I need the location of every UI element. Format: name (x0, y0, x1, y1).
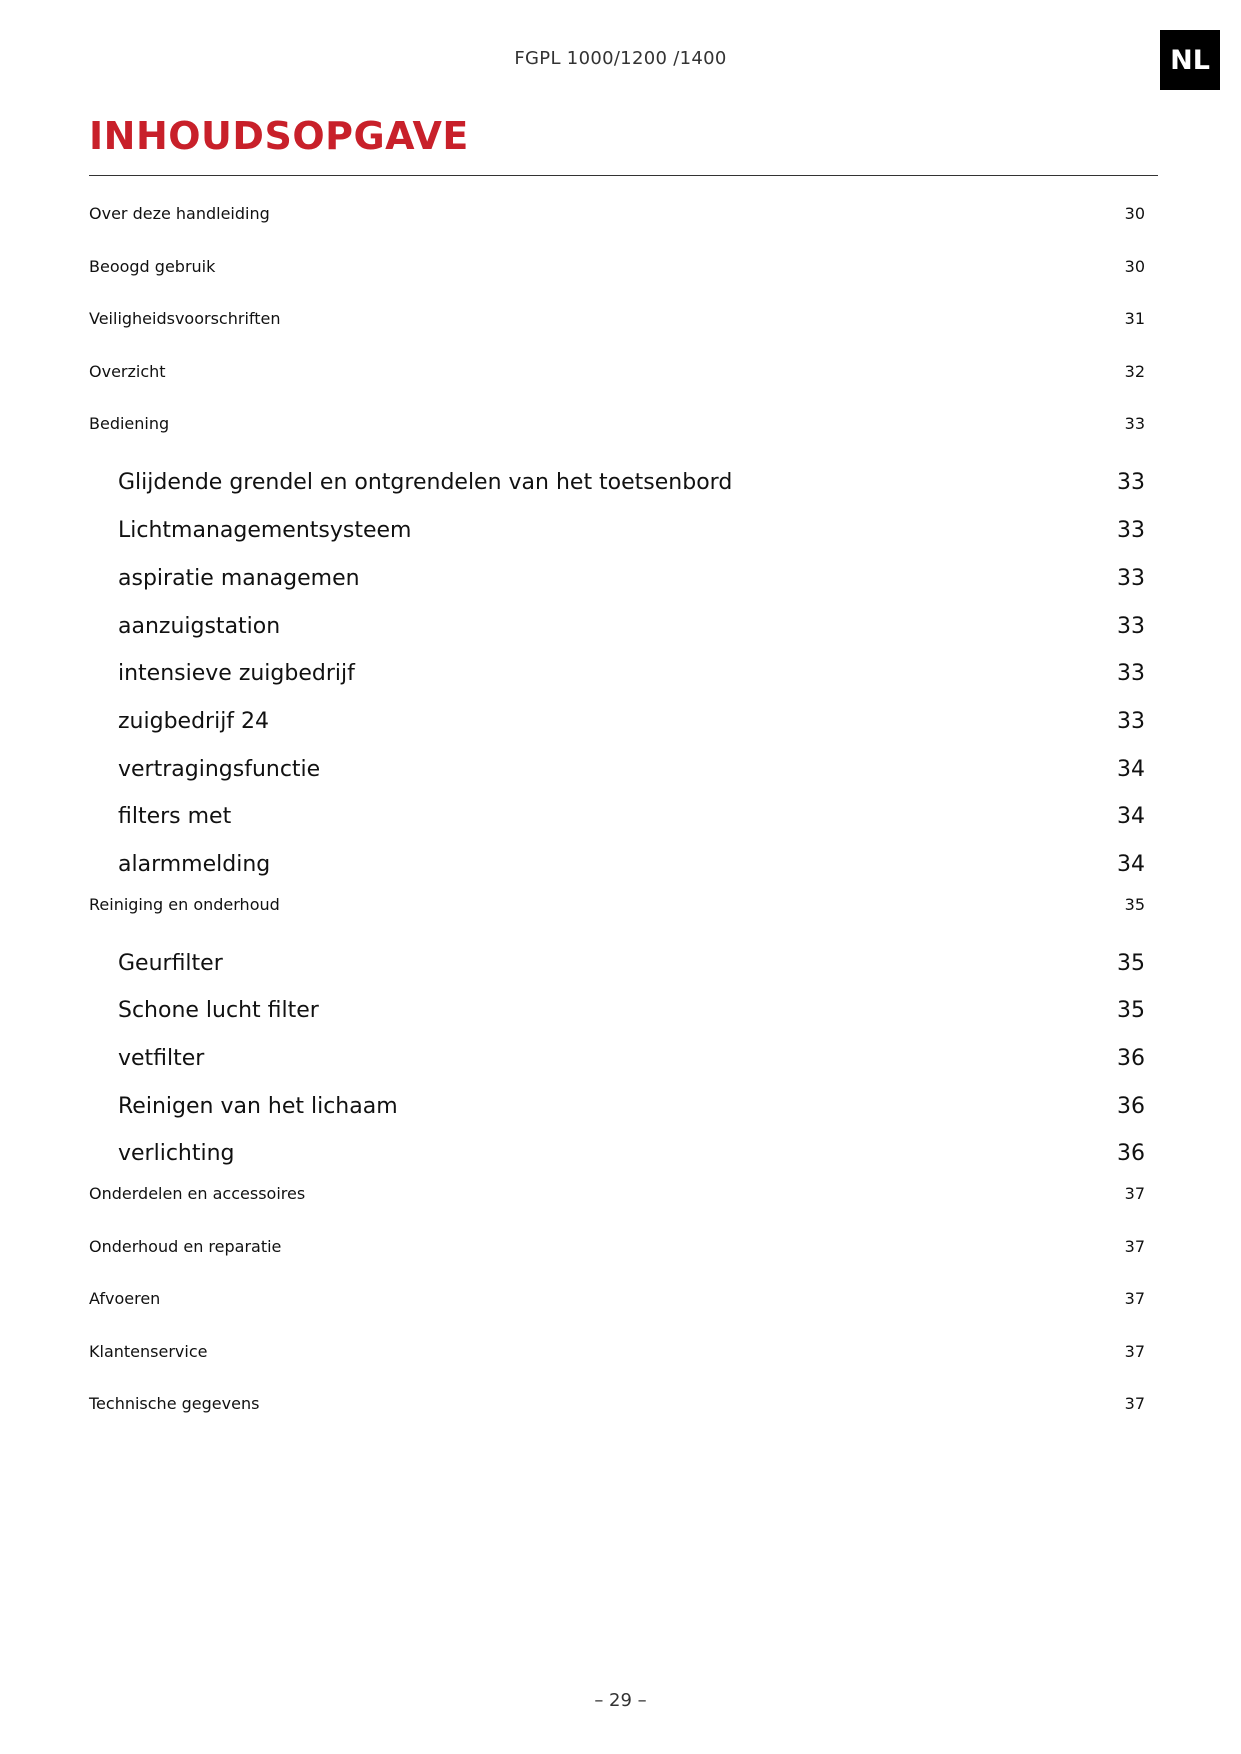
toc-subentry[interactable] (118, 945, 1145, 981)
toc-entry-page: 36 (1117, 1140, 1145, 1166)
toc-entry-label: zuigbedrijf 24 (118, 708, 270, 734)
toc-entry-page: 37 (1124, 1342, 1145, 1361)
toc-entry-page: 36 (1117, 1093, 1145, 1119)
toc-entry-page: 30 (1124, 204, 1145, 223)
toc-entry-label: Lichtmanagementsysteem (118, 517, 412, 543)
toc-entry-page: 33 (1124, 414, 1145, 433)
toc-entry-page: 37 (1124, 1394, 1145, 1413)
toc-subentry[interactable] (118, 846, 1145, 882)
toc-entry-label: Veiligheidsvoorschriften (89, 309, 281, 328)
toc-entry-label: filters met (118, 803, 232, 829)
toc-subentry[interactable] (118, 1040, 1145, 1076)
toc-entry[interactable] (89, 1184, 1145, 1203)
toc-entry-page: 35 (1117, 997, 1145, 1023)
toc-subentry[interactable] (118, 560, 1145, 596)
title-divider (89, 175, 1158, 176)
toc-entry-page: 32 (1124, 362, 1145, 381)
document-model-header: FGPL 1000/1200 /1400 (514, 48, 727, 69)
toc-subentry[interactable] (118, 1135, 1145, 1171)
toc-subentry[interactable] (118, 1088, 1145, 1124)
toc-entry-label: intensieve zuigbedrijf (118, 660, 355, 686)
page-title: INHOUDSOPGAVE (89, 114, 469, 158)
toc-entry-label: aspiratie managemen (118, 565, 360, 591)
toc-entry-page: 37 (1124, 1184, 1145, 1203)
toc-entry[interactable] (89, 414, 1145, 433)
toc-entry-label: Afvoeren (89, 1289, 161, 1308)
toc-entry-page: 35 (1117, 950, 1145, 976)
toc-entry[interactable] (89, 1342, 1145, 1361)
toc-entry-page: 31 (1124, 309, 1145, 328)
toc-entry-label: Over deze handleiding (89, 204, 270, 223)
toc-subentry[interactable] (118, 992, 1145, 1028)
toc-entry-label: Geurfilter (118, 950, 223, 976)
toc-subentry[interactable] (118, 798, 1145, 834)
toc-entry-label: Overzicht (89, 362, 166, 381)
toc-entry-label: Technische gegevens (89, 1394, 260, 1413)
toc-entry-label: Glijdende grendel en ontgrendelen van het toetsenbord (118, 469, 733, 495)
toc-entry-label: Reinigen van het lichaam (118, 1093, 398, 1119)
toc-entry-label: Onderhoud en reparatie (89, 1237, 282, 1256)
toc-entry-label: Schone lucht filter (118, 997, 319, 1023)
toc-entry-page: 37 (1124, 1237, 1145, 1256)
toc-entry-page: 36 (1117, 1045, 1145, 1071)
toc-entry[interactable] (89, 1237, 1145, 1256)
toc-entry-label: verlichting (118, 1140, 235, 1166)
toc-subentry[interactable] (118, 512, 1145, 548)
toc-entry-page: 33 (1117, 613, 1145, 639)
page-number: – 29 – (594, 1690, 647, 1711)
toc-entry[interactable] (89, 895, 1145, 914)
toc-entry[interactable] (89, 309, 1145, 328)
toc-entry-label: Reiniging en onderhoud (89, 895, 280, 914)
toc-entry-page: 34 (1117, 756, 1145, 782)
toc-entry-page: 33 (1117, 708, 1145, 734)
toc-entry[interactable] (89, 1289, 1145, 1308)
toc-entry-label: Beoogd gebruik (89, 257, 216, 276)
toc-entry-label: Bediening (89, 414, 170, 433)
toc-entry[interactable] (89, 257, 1145, 276)
toc-entry-label: alarmmelding (118, 851, 271, 877)
toc-subentry[interactable] (118, 608, 1145, 644)
toc-entry-label: aanzuigstation (118, 613, 281, 639)
toc-entry-label: vetfilter (118, 1045, 205, 1071)
toc-entry-label: Klantenservice (89, 1342, 208, 1361)
toc-entry-label: Onderdelen en accessoires (89, 1184, 306, 1203)
toc-entry-page: 30 (1124, 257, 1145, 276)
toc-subentry[interactable] (118, 655, 1145, 691)
toc-subentry[interactable] (118, 703, 1145, 739)
toc-entry-label: vertragingsfunctie (118, 756, 321, 782)
toc-entry-page: 33 (1117, 469, 1145, 495)
toc-entry[interactable] (89, 204, 1145, 223)
toc-entry-page: 34 (1117, 803, 1145, 829)
toc-entry[interactable] (89, 362, 1145, 381)
toc-entry-page: 35 (1124, 895, 1145, 914)
toc-entry-page: 34 (1117, 851, 1145, 877)
toc-entry-page: 33 (1117, 517, 1145, 543)
toc-entry-page: 37 (1124, 1289, 1145, 1308)
language-badge: NL (1160, 30, 1220, 90)
toc-entry-page: 33 (1117, 660, 1145, 686)
toc-entry[interactable] (89, 1394, 1145, 1413)
toc-subentry[interactable] (118, 751, 1145, 787)
toc-subentry[interactable] (118, 464, 1145, 500)
toc-entry-page: 33 (1117, 565, 1145, 591)
